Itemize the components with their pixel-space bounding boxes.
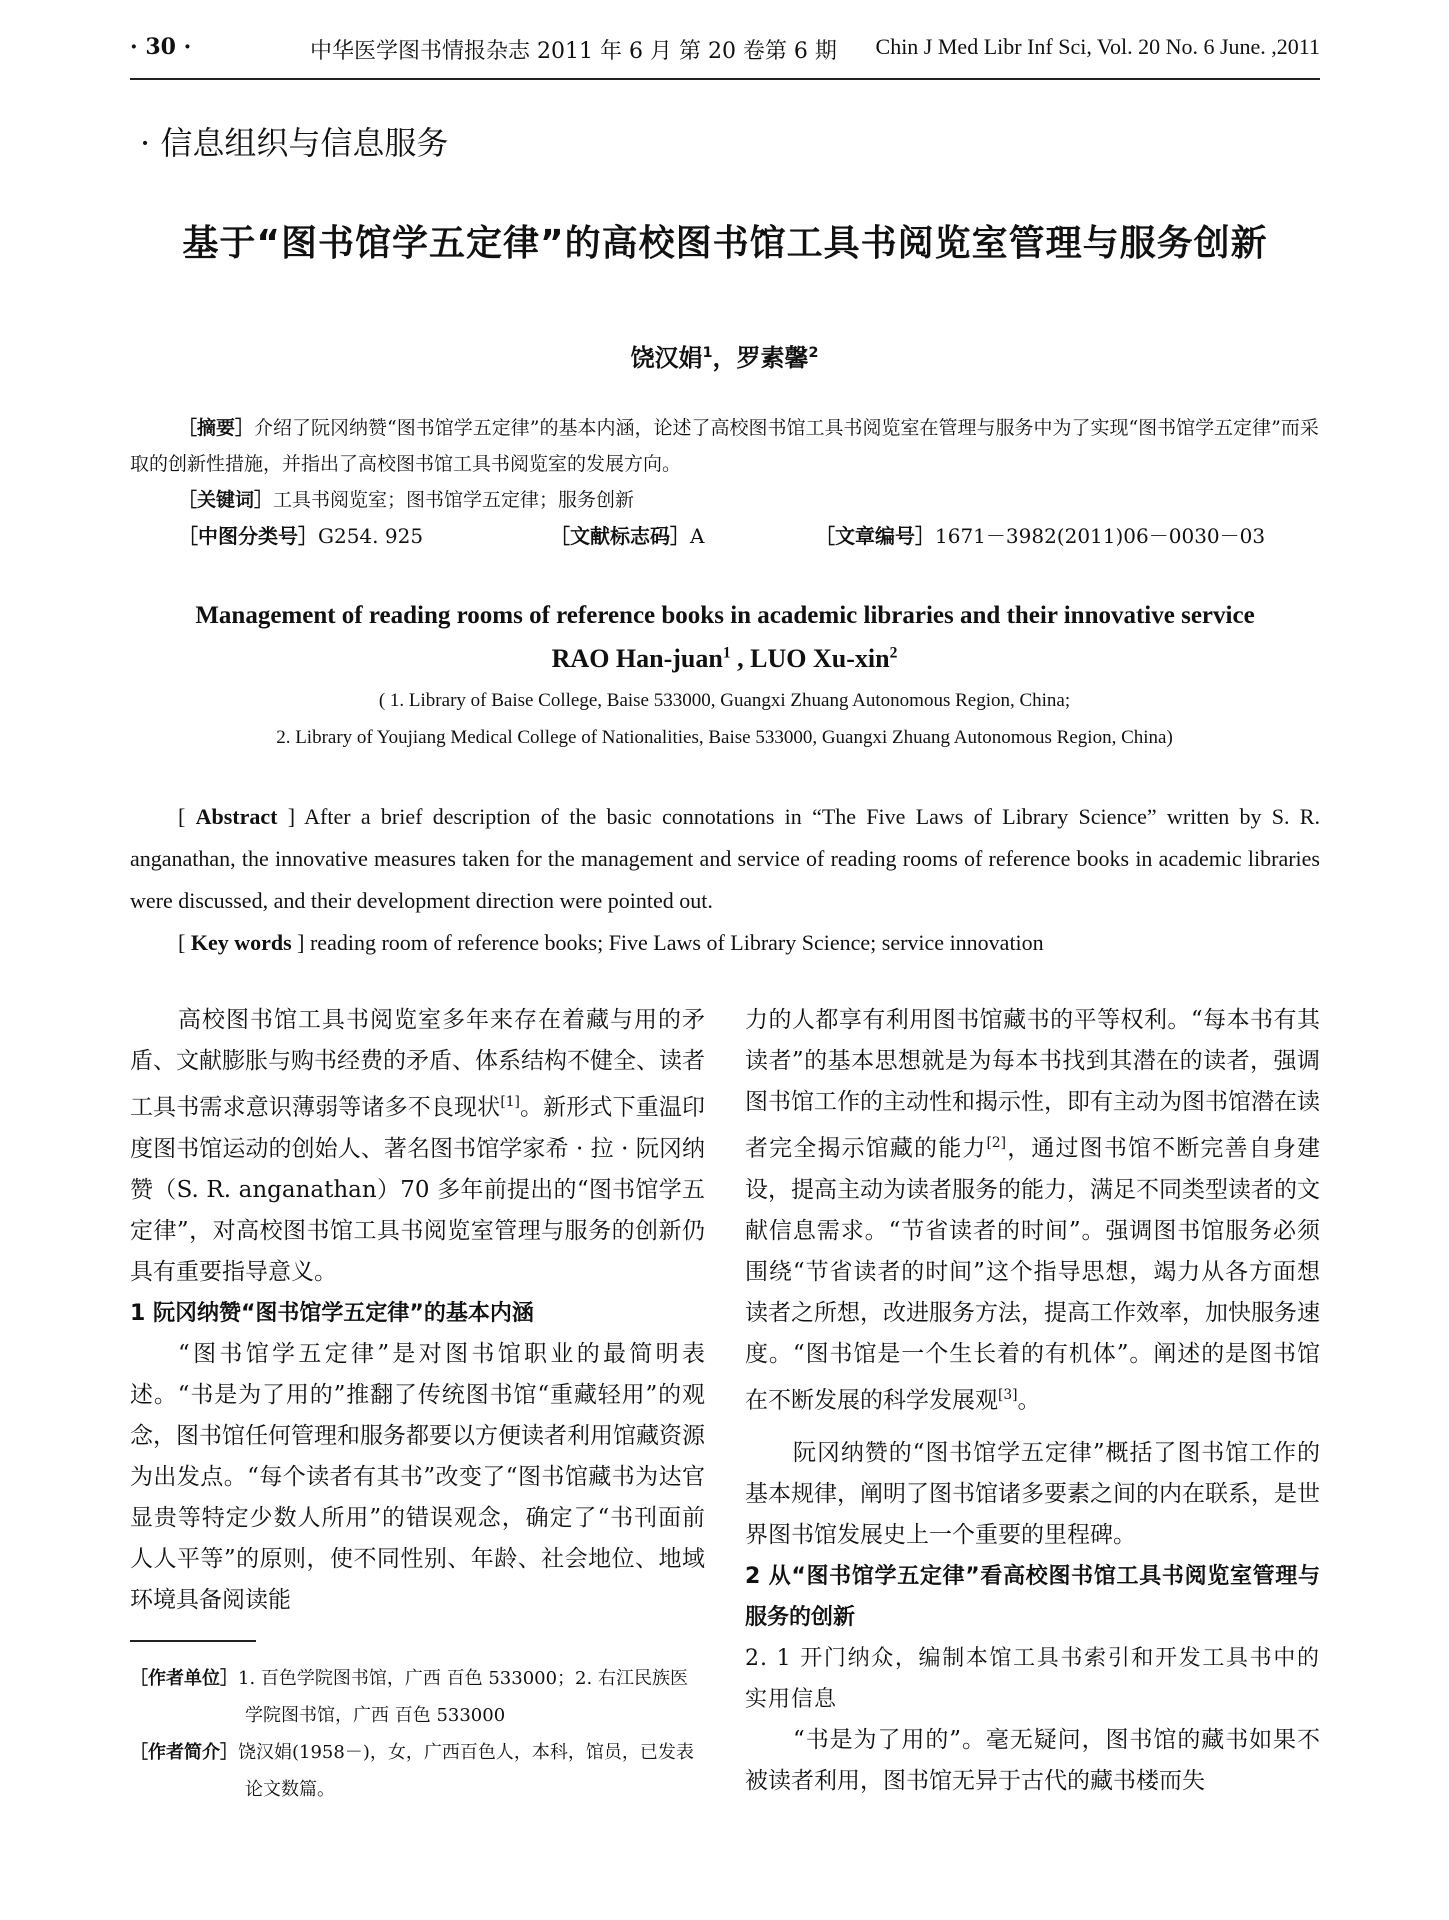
english-author-line <box>0 644 1449 674</box>
author-separator: ， <box>712 344 737 372</box>
continued-text-a: 力的人都享有利用图书馆藏书的平等权利。“每本书有其读者”的基本思想就是为每本书找到其潜在的读者，强调图书馆工作的主动性和揭示性，即有主动为图书馆潜在读者完全揭示馆藏的能力 <box>745 1007 1320 1162</box>
citation-1: [1] <box>500 1094 520 1110</box>
footnote-bio-label: ［作者简介］ <box>130 1742 238 1763</box>
footnote-affiliation <box>130 1660 705 1734</box>
page-number: · 30 · <box>130 34 192 60</box>
abstract-en: [ Abstract ] After a brief description of the basic connotations in “The Five Laws of Library Science” written by S. R. anganathan, the innovative measures taken for the management and service of reading rooms of reference books in academic libraries were discussed, and their development direction were pointed out. <box>130 804 1320 913</box>
keywords-cn-text: 工具书阅览室；图书馆学五定律；服务创新 <box>273 489 635 511</box>
header-divider <box>130 78 1320 80</box>
continued-text-b: ，通过图书馆不断完善自身建设，提高主动为读者服务的能力，满足不同类型读者的文献信息需求。“节省读者的时间”。强调图书馆服务必须围绕“节省读者的时间”这个指导思想，竭力从各方面想读者之所想，改进服务方法，提高工作效率，加快服务速度。“图书馆是一个生长着的有机体”。阐述的是图书馆在不断发展的科学发展观 <box>745 1135 1321 1414</box>
continued-text-end: 。 <box>1017 1387 1041 1414</box>
en-author-2: LUO Xu-xin <box>750 644 890 673</box>
body-column-right <box>745 1000 1320 1802</box>
clc-value: G254. 925 <box>318 524 424 548</box>
citation-2: [2] <box>986 1135 1007 1151</box>
footnote-bio-text: 饶汉娟(1958－)，女，广西百色人，本科，馆员，已发表论文数篇。 <box>238 1742 694 1800</box>
keywords-en-label: Key words <box>190 930 292 955</box>
affiliation-2: 2. Library of Youjiang Medical College of Nationalities, Baise 533000, Guangxi Zhuang Autonomous Region, China) <box>276 727 1173 748</box>
abstract-en-text: After a brief description of the basic connotations in “The Five Laws of Library Science” written by S. R. anganathan, the innovative measures taken for the management and service of reading rooms of reference books in academic libraries were discussed, and their development direction were pointed out. <box>130 804 1320 913</box>
journal-name-cn: 中华医学图书情报杂志 2011 年 6 月 第 20 卷第 6 期 <box>310 39 837 64</box>
summary-paragraph: 阮冈纳赞的“图书馆学五定律”概括了图书馆工作的基本规律，阐明了图书馆诸多要素之间的内在联系，是世界图书馆发展史上一个重要的里程碑。 <box>745 1440 1320 1549</box>
abstract-en-label: Abstract <box>195 804 278 829</box>
clc-number <box>178 518 423 554</box>
footnote-divider <box>130 1640 256 1642</box>
citation-3: [3] <box>998 1386 1018 1403</box>
section-2-heading: 2 从“图书馆学五定律”看高校图书馆工具书阅览室管理与服务的创新 <box>745 1564 1320 1631</box>
author-2-affil: 2 <box>808 345 819 361</box>
article-no-value: 1671－3982(2011)06－0030－03 <box>935 524 1266 548</box>
intro-text-a: 高校图书馆工具书阅览室多年来存在着藏与用的矛盾、文献膨胀与购书经费的矛盾、体系结构不健全、读者工具书需求意识薄弱等诸多不良现状 <box>130 1007 705 1121</box>
doc-code-label: ［文献标志码］ <box>550 524 690 548</box>
column-tag: · 信息组织与信息服务 <box>140 124 449 162</box>
keywords-en: [ Key words ] reading room of reference books; Five Laws of Library Science; service innovation <box>178 930 1044 955</box>
section-1-heading: 1 阮冈纳赞“图书馆学五定律”的基本内涵 <box>130 1300 534 1326</box>
abstract-cn <box>130 410 1320 482</box>
abstract-cn-text: 介绍了阮冈纳赞“图书馆学五定律”的基本内涵，论述了高校图书馆工具书阅览室在管理与服务中为了实现“图书馆学五定律”而采取的创新性措施，并指出了高校图书馆工具书阅览室的发展方向。 <box>130 417 1319 475</box>
keywords-cn-label: ［关键词］ <box>178 489 274 511</box>
clc-label: ［中图分类号］ <box>178 524 318 548</box>
article-no-label: ［文章编号］ <box>815 524 935 548</box>
en-author-separator: , <box>730 644 751 673</box>
section-2-1-heading: 2. 1 开门纳众，编制本馆工具书索引和开发工具书中的实用信息 <box>745 1646 1320 1713</box>
keywords-en-text: reading room of reference books; Five Laws of Library Science; service innovation <box>309 930 1044 955</box>
document-code <box>550 518 704 554</box>
body-column-left <box>130 1000 705 1621</box>
en-author-1: RAO Han-juan <box>551 644 723 673</box>
intro-paragraph <box>130 1000 705 1293</box>
section-2-1-paragraph: “书是为了用的”。毫无疑问，图书馆的藏书如果不被读者利用，图书馆无异于古代的藏书楼而失 <box>745 1727 1320 1795</box>
footnote-affiliation-label: ［作者单位］ <box>130 1668 238 1689</box>
author-1-affil: 1 <box>702 345 713 361</box>
running-header <box>130 34 1320 74</box>
english-abstract-block <box>130 796 1320 964</box>
keywords-cn <box>130 482 1320 518</box>
en-author-2-affil: 2 <box>889 644 898 662</box>
doc-code-value: A <box>690 524 705 548</box>
section-1-paragraph: “图书馆学五定律”是对图书馆职业的最简明表述。“书是为了用的”推翻了传统图书馆“重藏轻用”的观念，图书馆任何管理和服务都要以方便读者利用馆藏资源为出发点。“每个读者有其书”改变了“图书馆藏书为达官显贵等特定少数人所用”的错误观念，确定了“书刊面前人人平等”的原则，使不同性别、年龄、社会地位、地域环境具备阅读能 <box>130 1340 705 1613</box>
author-2: 罗素馨 <box>736 344 809 372</box>
footnote-author-bio <box>130 1734 705 1808</box>
classification-row <box>130 518 1320 558</box>
article-title: 基于“图书馆学五定律”的高校图书馆工具书阅览室管理与服务创新 <box>182 223 1268 264</box>
chinese-abstract-block <box>130 410 1320 558</box>
intro-text-b: 。新形式下重温印度图书馆运动的创始人、著名图书馆学家希 · 拉 · 阮冈纳赞（S. R. anganathan）70 多年前提出的“图书馆学五定律”，对高校图书馆工具书阅览室管理与服务的创新仍具有重要指导意义。 <box>130 1094 706 1285</box>
english-title: Management of reading rooms of reference books in academic libraries and their innovative service <box>195 602 1255 629</box>
footnote-affiliation-text: 1. 百色学院图书馆，广西 百色 533000；2. 右江民族医学院图书馆，广西 百色 533000 <box>238 1668 688 1726</box>
affiliation-1: ( 1. Library of Baise College, Baise 533000, Guangxi Zhuang Autonomous Region, China; <box>378 690 1071 711</box>
author-line <box>0 338 1449 373</box>
journal-name-en: Chin J Med Libr Inf Sci, Vol. 20 No. 6 June. ,2011 <box>875 34 1320 59</box>
article-number <box>815 518 1265 554</box>
author-1: 饶汉娟 <box>630 344 703 372</box>
abstract-cn-label: ［摘要］ <box>178 417 255 439</box>
continued-paragraph <box>745 1000 1320 1421</box>
footnotes <box>130 1660 705 1808</box>
en-author-1-affil: 1 <box>722 644 731 662</box>
